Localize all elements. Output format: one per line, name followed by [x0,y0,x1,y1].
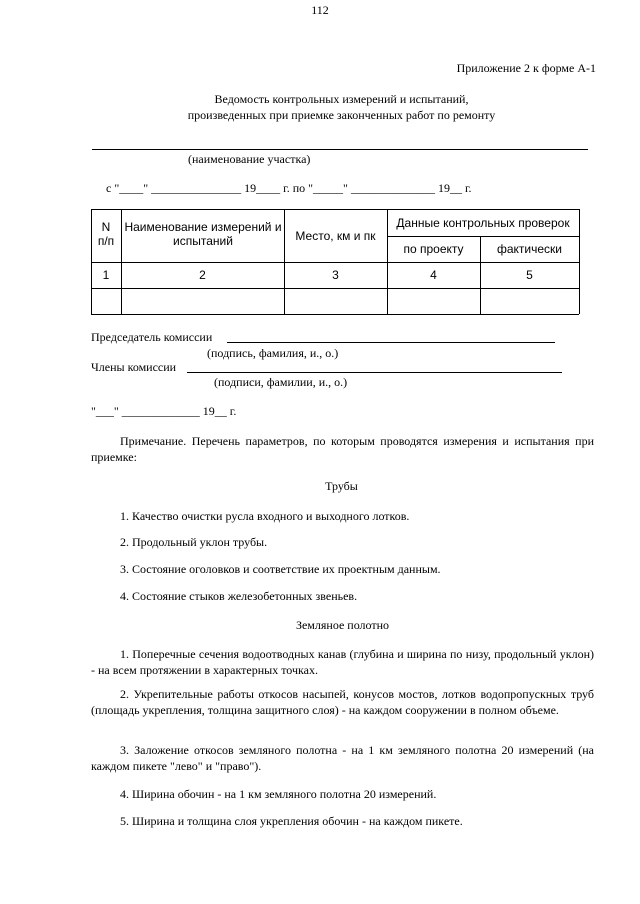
document-title-line2: произведенных при приемке законченных работ по ремонту [187,108,496,122]
table-header-bottom [91,262,579,263]
date-from-day: ____ [119,181,144,195]
col-number-1: 1 [102,268,110,282]
date-to-day: _____ [313,181,344,195]
col-number-5: 5 [526,268,533,282]
chairman-signature-line [227,342,555,343]
date-from-month: _______________ [151,181,242,195]
earthwork-item-3: 3. Заложение откосов земляного полотна - на 1 км земляного полотна 20 измерений (на каждом пикете "лево" и "право"). [91,743,594,773]
members-label: Члены комиссии [91,360,177,374]
header-place: Место, км и пк [295,229,376,243]
date-to-year: 19__ г. [434,181,472,195]
table-border-right [579,209,580,314]
signature-date: "___" _____________ 19__ г. [91,404,237,418]
chairman-caption: (подпись, фамилия, и., о.) [207,346,339,360]
members-caption: (подписи, фамилии, и., о.) [214,375,348,389]
earthwork-item-4: 4. Ширина обочин - на 1 км земляного полотна 20 измерений. [120,787,437,801]
table-border-top [91,209,579,210]
earthwork-item-1: 1. Поперечные сечения водоотводных канав (глубина и ширина по низу, продольный уклон) - на всем протяжении в характерных точках. [91,647,594,677]
chairman-label: Председатель комиссии [91,330,213,344]
date-to-month: ______________ [350,181,435,195]
date-from-prefix: с " [106,181,120,195]
header-project: по проекту [403,242,464,256]
pipes-item-3: 3. Состояние оголовков и соответствие их проектным данным. [120,562,441,576]
header-group: Данные контрольных проверок [396,216,570,230]
header-actual: фактически [496,242,562,256]
section-name-line [92,149,588,150]
document-title-line1: Ведомость контрольных измерений и испытаний, [214,92,469,106]
table-border-bottom [91,314,579,315]
date-to-sep: " [343,181,351,195]
earthwork-heading: Земляное полотно [295,618,390,632]
section-name-caption: (наименование участка) [188,152,311,166]
pipes-item-1: 1. Качество очистки русла входного и выходного лотков. [120,509,410,523]
col-number-2: 2 [199,268,206,282]
note-paragraph: Примечание. Перечень параметров, по которым проводятся измерения и испытания при приемке: [91,434,594,464]
members-signature-line [187,372,562,373]
page-number: 112 [311,3,329,17]
header-name: Наименование измерений и испытаний [124,220,282,248]
date-from-year: 19____ г. по " [241,181,314,195]
earthwork-item-2: 2. Укрепительные работы откосов насыпей, конусов мостов, лотков водопропускных труб (площадь укрепления, толщина защитного слоя) - на каждом сооружении в полном объеме. [91,687,594,717]
pipes-heading: Трубы [325,479,358,493]
earthwork-item-5: 5. Ширина и толщина слоя укрепления обочин - на каждом пикете. [120,814,463,828]
pipes-item-4: 4. Состояние стыков железобетонных звеньев. [120,589,358,603]
col-number-4: 4 [430,268,437,282]
pipes-item-2: 2. Продольный уклон трубы. [120,535,268,549]
appendix-label: Приложение 2 к форме А-1 [456,61,596,75]
table-group-divider [387,236,579,237]
header-n: N п/п [97,220,115,248]
date-range [106,181,472,196]
table-col-divider-2 [284,209,285,314]
table-numbers-bottom [91,288,579,289]
table-col-divider-1 [121,209,122,314]
col-number-3: 3 [332,268,339,282]
date-from-sep: " [143,181,152,195]
